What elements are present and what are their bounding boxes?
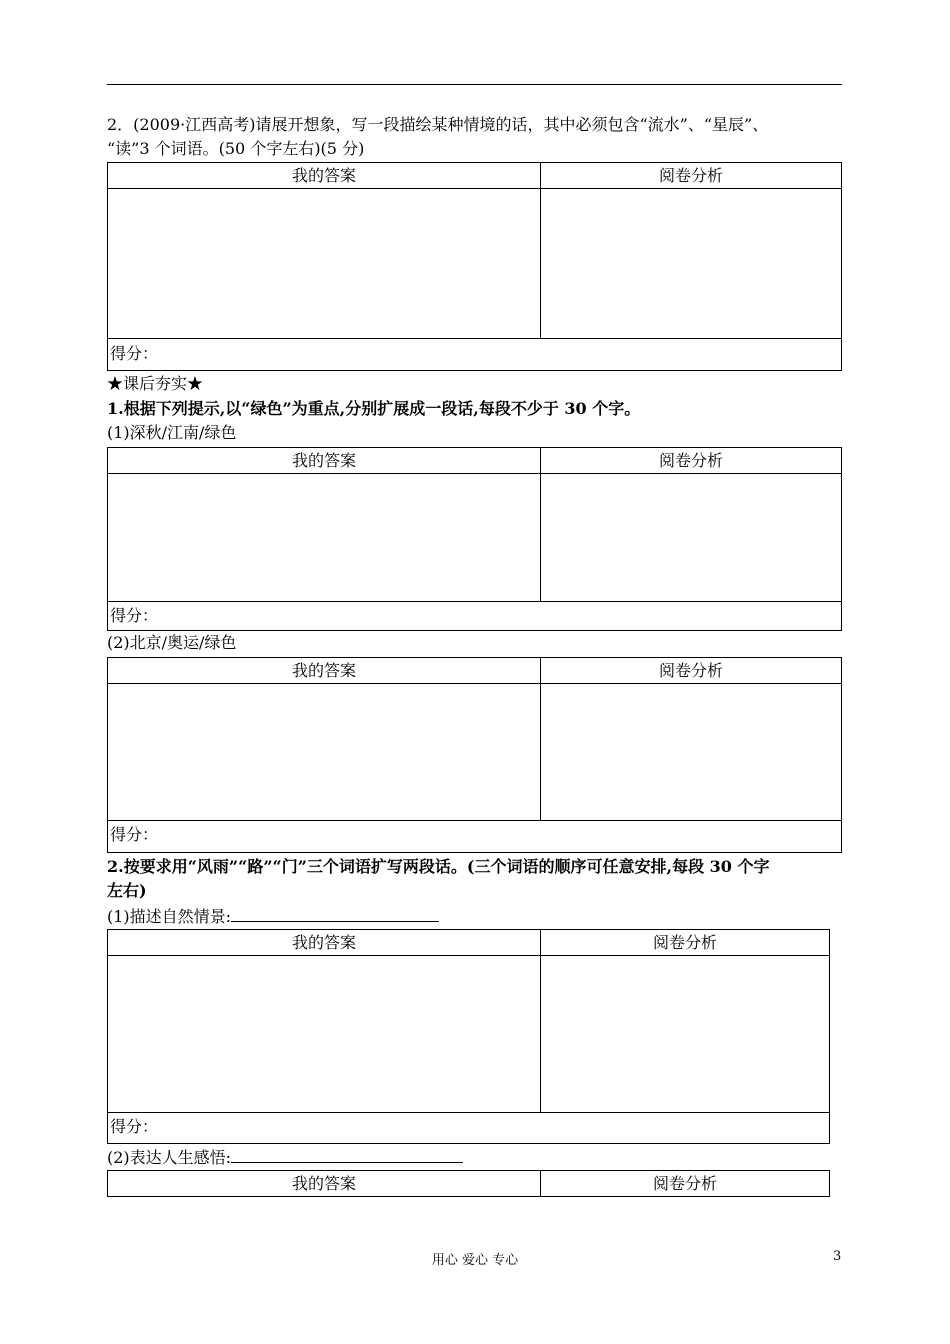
table-divider <box>108 820 841 821</box>
question-2-line-1: 2．(2009·江西高考)请展开想象，写一段描绘某种情境的话，其中必须包含“流水”、“星辰”、 <box>107 115 769 134</box>
page-footer: 用心 爱心 专心 <box>431 1253 519 1268</box>
page-number: 3 <box>833 1249 842 1264</box>
table-divider <box>108 338 841 339</box>
answer-table-1-2 <box>107 657 842 853</box>
score-label: 得分： <box>110 825 159 844</box>
col-analysis: 阅卷分析 <box>658 451 723 470</box>
col-analysis: 阅卷分析 <box>658 166 723 185</box>
table-divider <box>540 930 541 1112</box>
exercise-2-item-1 <box>107 905 439 928</box>
fill-in-blank <box>231 1146 463 1163</box>
col-my-answer: 我的答案 <box>291 451 356 470</box>
table-divider <box>540 163 541 338</box>
table-divider <box>108 473 841 474</box>
exercise-2-item-1-label: (1)描述自然情景: <box>107 907 232 926</box>
table-divider <box>108 683 841 684</box>
table-divider <box>540 1171 541 1196</box>
exercise-2-title-line-1: 2.按要求用“风雨”“路”“门”三个词语扩写两段话。(三个词语的顺序可任意安排,每段 30 个字 <box>107 857 770 876</box>
col-my-answer: 我的答案 <box>291 166 356 185</box>
col-my-answer: 我的答案 <box>291 933 356 952</box>
col-analysis: 阅卷分析 <box>652 1174 717 1193</box>
score-label: 得分： <box>110 1117 159 1136</box>
answer-table-q2 <box>107 162 842 371</box>
table-divider <box>108 1112 829 1113</box>
header-rule <box>107 84 842 85</box>
table-divider <box>540 448 541 601</box>
answer-table-2-2 <box>107 1170 830 1197</box>
question-2-line-2: “读”3 个词语。(50 个字左右)(5 分) <box>107 139 365 158</box>
exercise-1-item-1: (1)深秋/江南/绿色 <box>107 423 237 442</box>
col-my-answer: 我的答案 <box>291 1174 356 1193</box>
col-analysis: 阅卷分析 <box>658 661 723 680</box>
answer-table-1-1 <box>107 447 842 631</box>
exercise-1-item-2: (2)北京/奥运/绿色 <box>107 633 237 652</box>
col-my-answer: 我的答案 <box>291 661 356 680</box>
table-divider <box>540 658 541 820</box>
table-divider <box>108 188 841 189</box>
table-divider <box>108 955 829 956</box>
answer-table-2-1 <box>107 929 830 1144</box>
score-label: 得分： <box>110 606 159 625</box>
score-label: 得分： <box>110 344 159 363</box>
fill-in-blank <box>231 905 439 922</box>
exercise-1-title: 1.根据下列提示,以“绿色”为重点,分别扩展成一段话,每段不少于 30 个字。 <box>107 399 641 418</box>
exercise-2-title-line-2: 左右) <box>107 881 147 900</box>
exercise-2-item-2 <box>107 1146 463 1169</box>
table-divider <box>108 601 841 602</box>
col-analysis: 阅卷分析 <box>652 933 717 952</box>
after-class-heading: ★课后夯实★ <box>107 374 204 393</box>
exercise-2-item-2-label: (2)表达人生感悟: <box>107 1148 232 1167</box>
